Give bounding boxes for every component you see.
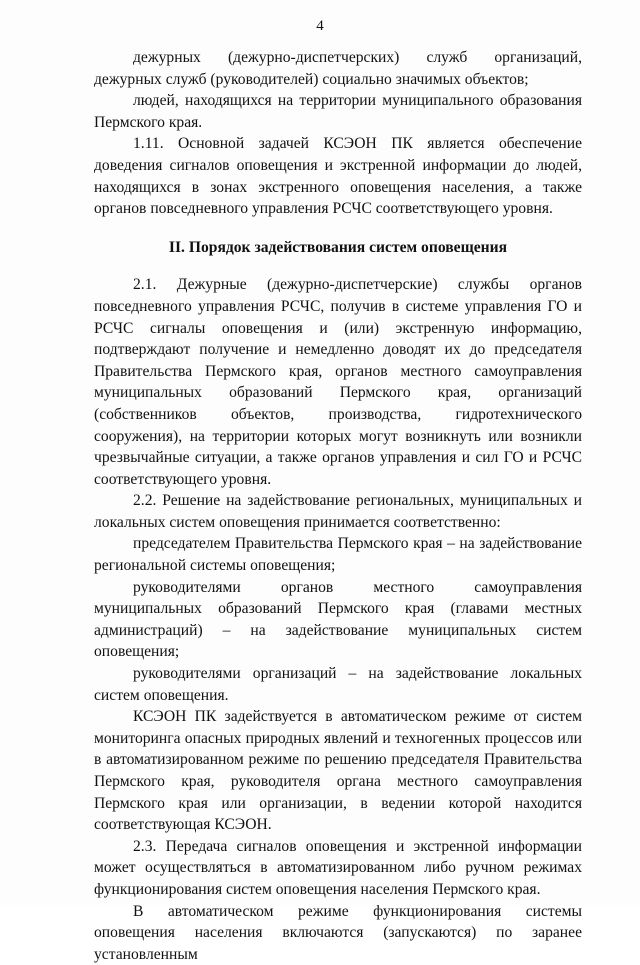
paragraph-duty-services: дежурных (дежурно-диспетчерских) служб организаций, дежурных служб (руководителей) социально значимых объектов; xyxy=(94,49,582,88)
paragraph-2-2: 2.2. Решение на задействование региональных, муниципальных и локальных систем оповещения принимается соответственно: xyxy=(94,492,582,531)
paragraph-regional-decision: председателем Правительства Пермского края – на задействование региональной системы оповещения; xyxy=(94,535,582,575)
paragraph-municipal-decision: руководителями органов местного самоуправления муниципальных образований Пермского края (главами местных администраций) – на задействование муниципальных систем оповещения; xyxy=(94,578,582,661)
paragraph-people-territory: людей, находящихся на территории муниципального образования Пермского края. xyxy=(94,92,582,131)
document-body xyxy=(94,47,582,965)
paragraph-2-1: 2.1. Дежурные (дежурно-диспетчерские) службы органов повседневного управления РСЧС, получив в системе управления ГО и РСЧС сигналы оповещения и (или) экстренную информацию, подтверждают получение и немедленно доводят их до председателя Правительства Пермского края, органов местного самоуправления муниципальных образований Пермского края, организаций (собственников объектов, производства, гидротехнического сооружения), на территории которых могут возникнуть или возникли чрезвычайные ситуации, а также органов управления и сил ГО и РСЧС соответствующего уровня. xyxy=(94,276,582,488)
section-heading: II. Порядок задействования систем оповещения xyxy=(168,238,508,256)
paragraph-1-11: 1.11. Основной задачей КСЭОН ПК является обеспечение доведения сигналов оповещения и экстренной информации до людей, находящихся в зонах экстренного оповещения населения, а также органов повседневного управления РСЧС соответствующего уровня. xyxy=(94,135,582,218)
page-number: 4 xyxy=(316,18,324,34)
paragraph-local-decision: руководителями организаций – на задействование локальных систем оповещения. xyxy=(94,665,582,704)
paragraph-kseon-activation: КСЭОН ПК задействуется в автоматическом режиме от систем мониторинга опасных природных явлений и техногенных процессов или в автоматизированном режиме по решению председателя Правительства Пермского края, руководителя органа местного самоуправления Пермского края или организации, в ведении которой находится соответствующая КСЭОН. xyxy=(94,708,582,834)
paragraph-automatic-mode: В автоматическом режиме функционирования системы оповещения населения включаются (запускаются) по заранее установленным xyxy=(94,902,582,963)
paragraph-2-3: 2.3. Передача сигналов оповещения и экстренной информации может осуществляться в автоматизированном либо ручном режимах функционирования систем оповещения населения Пермского края. xyxy=(94,837,582,898)
